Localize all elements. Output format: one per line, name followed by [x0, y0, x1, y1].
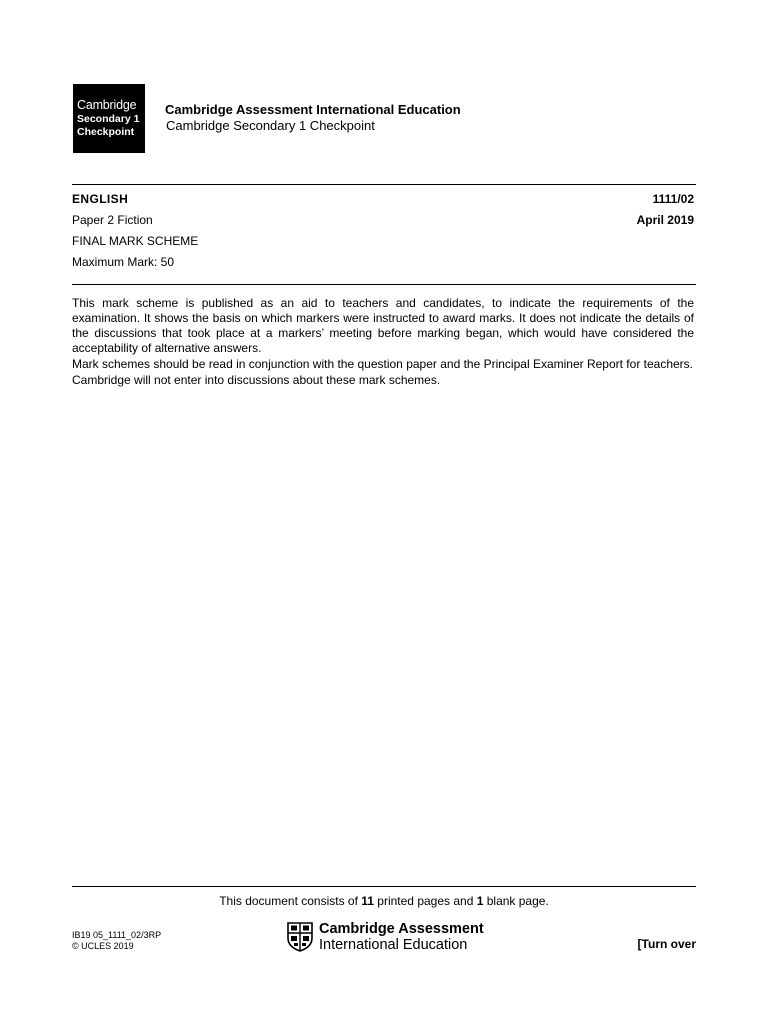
turn-over-label: [Turn over — [637, 937, 696, 951]
maximum-mark: Maximum Mark: 50 — [72, 255, 175, 269]
subject: ENGLISH — [72, 192, 129, 206]
details-divider — [72, 284, 696, 285]
reference-code: IB19 05_1111_02/3RP — [72, 930, 162, 940]
copyright: © UCLES 2019 — [72, 941, 134, 951]
organisation-name: Cambridge Assessment International Education — [165, 102, 461, 117]
top-divider — [72, 184, 696, 185]
paragraph-reading: Mark schemes should be read in conjunction with the question paper and the Principal Examiner Report for teachers. — [72, 357, 694, 371]
paragraph-purpose: This mark scheme is published as an aid to teachers and candidates, to indicate the requirements of the examination. It shows the basis on which markers were instructed to award marks. It does not indicate the details of the discussions that took place at a markers’ meeting before marking began, which would have considered the acceptability of alternative answers. — [72, 296, 694, 355]
exam-date: April 2019 — [636, 213, 694, 227]
brand-line-1: Cambridge Assessment — [319, 921, 484, 937]
cambridge-brand — [287, 921, 484, 953]
note-prefix: This document consists of — [219, 894, 362, 908]
logo-line-1: Cambridge — [77, 98, 137, 112]
note-suffix: blank page. — [483, 894, 549, 908]
intro-text — [72, 296, 694, 389]
printed-pages-count: 11 — [361, 894, 374, 908]
paper-code: 1111/02 — [652, 192, 694, 206]
blank-pages-count: 1 — [476, 894, 484, 908]
organisation-subtitle: Cambridge Secondary 1 Checkpoint — [166, 118, 375, 133]
cambridge-crest-icon — [287, 922, 313, 952]
logo-line-2: Secondary 1 — [77, 113, 140, 125]
brand-line-2: International Education — [319, 937, 468, 953]
paragraph-discussion: Cambridge will not enter into discussions about these mark schemes. — [72, 373, 441, 387]
scheme-label: FINAL MARK SCHEME — [72, 234, 199, 248]
document-reference — [72, 930, 161, 952]
note-middle: printed pages and — [373, 894, 477, 908]
logo-line-3: Checkpoint — [77, 126, 135, 138]
page-count-note — [72, 894, 696, 908]
footer-divider — [72, 886, 696, 887]
checkpoint-logo — [73, 84, 145, 153]
paper-title: Paper 2 Fiction — [72, 213, 153, 227]
